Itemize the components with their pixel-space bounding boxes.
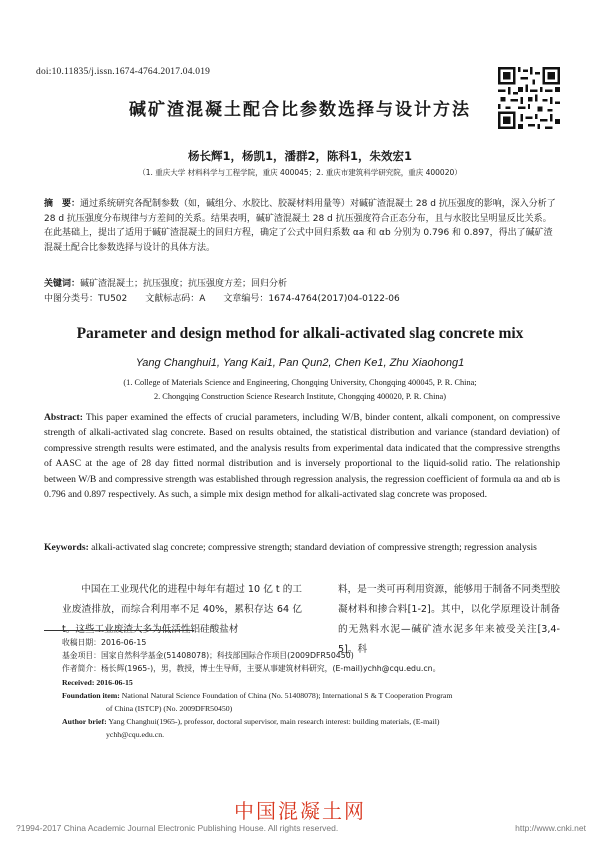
abstract-cn-text: 通过系统研究各配制参数（如，碱组分、水胶比、胶凝材料用量等）对碱矿渣混凝土 28 d 抗压强度的影响，深入分析了 28 d 抗压强度分布规律与方差间的关系。结果表明，碱矿渣混凝土 28 d 抗压强度符合正态分布，且与水胶比呈明显反比关系。在此基础上，提出了适用于碱矿渣混凝土的回归方程，确定了公式中回归系数 αa 和 αb 分别为 0.796 和 0.897，得出了碱矿渣混凝土配合比参数选择与设计的具体方法。 <box>44 199 556 253</box>
authors-cn: 杨长辉1，杨凯1，潘群2，陈科1，朱效宏1 <box>187 149 412 163</box>
author-brief-cn: 作者简介：杨长辉(1965-)，男，教授，博士生导师，主要从事建筑材料研究，(E-mail)ychh@cqu.edu.cn。 <box>62 664 441 674</box>
fund-en-text: National Natural Science Foundation of China (No. 51408078); International S & T Cooperation Program <box>121 690 453 700</box>
author-brief-en <box>62 715 562 728</box>
author-brief-en-text: Yang Changhui(1965-), professor, doctoral supervisor, main research interest: building materials, (E-mail) <box>108 717 440 727</box>
abstract-en <box>44 410 560 502</box>
fund-en-label: Foundation item: <box>62 690 120 700</box>
keywords-cn <box>44 277 560 292</box>
keywords-en <box>44 540 560 555</box>
abstract-cn <box>44 197 560 255</box>
watermark: 中国混凝土网 <box>234 799 366 823</box>
author-brief-en-cont: ychh@cqu.edu.cn. <box>106 730 165 740</box>
abstract-cn-label: 摘 要： <box>44 199 81 209</box>
copyright-text: ?1994-2017 China Academic Journal Electronic Publishing House. All rights reserved. <box>16 823 339 833</box>
fund-cn: 基金项目：国家自然科学基金(51408078)；科技部国际合作项目(2009DFR50450) <box>62 651 354 661</box>
cnki-link[interactable]: http://www.cnki.net <box>515 823 586 833</box>
paper-title-cn: 碱矿渣混凝土配合比参数选择与设计方法 <box>129 100 471 120</box>
keywords-cn-label: 关键词： <box>44 279 81 289</box>
fund-en <box>62 689 562 702</box>
abstract-en-text: This paper examined the effects of crucial parameters, including W/B, binder content, alkali component, on compressive strength of alkali-activated slag concrete. Based on results obtained, the statistical distribution and variance (standard deviation) of compressive strength results were estimated, and the analysis results from experimental data indicated that the compressive strengths of AASC at the age of 28 day fitted normal distribution and is inversely proportional to the liquid-solid ratio. The relationship between W/B and compressive strength was established through regression analysis, the regression coefficient of formula αa and αb is 0.796 and 0.897 respectively. As such, a simple mix design method for alkali-activated slag concrete was proposed. <box>44 412 561 501</box>
footnote-divider <box>44 630 194 631</box>
received-en: Received: 2016-06-15 <box>62 677 133 687</box>
received-cn: 收稿日期：2016-06-15 <box>62 638 147 647</box>
keywords-en-label: Keywords: <box>44 542 89 553</box>
keywords-en-text: alkali-activated slag concrete; compressive strength; standard deviation of compressive strength; regression analysis <box>91 542 537 553</box>
affiliation-en-2: 2. Chongqing Construction Science Research Institute, Chongqing 400020, P. R. China) <box>154 392 446 401</box>
body-column-left: 中国在工业现代化的进程中每年有超过 10 亿 t 的工业废渣排放，而综合利用率不足 40%，累积存达 64 亿 t。这些工业废渣大多为低活性铝硅酸盐材 <box>62 584 302 635</box>
classification-cn: 中图分类号：TU502 文献标志码：A 文章编号：1674-4764(2017)04-0122-06 <box>44 294 400 304</box>
doi-line: doi:10.11835/j.issn.1674-4764.2017.04.019 <box>36 67 211 77</box>
keywords-cn-text: 碱矿渣混凝土；抗压强度；抗压强度方差；回归分析 <box>80 279 288 289</box>
abstract-en-label: Abstract: <box>44 412 83 423</box>
author-brief-en-label: Author brief: <box>62 717 107 727</box>
authors-en: Yang Changhui1, Yang Kai1, Pan Qun2, Chen Ke1, Zhu Xiaohong1 <box>135 357 465 369</box>
fund-en-cont: of China (ISTCP) (No. 2009DFR50450) <box>106 704 233 714</box>
body-column-right: 料，是一类可再利用资源，能够用于制备不同类型胶凝材料和掺合料[1-2]。其中，以化学原理设计制备的无熟料水泥—碱矿渣水泥多年来被受关注[3,4-5]。科 <box>338 584 560 655</box>
affiliation-cn: （1. 重庆大学 材料科学与工程学院，重庆 400045；2. 重庆市建筑科学研究院，重庆 400020） <box>138 168 462 177</box>
paper-title-en: Parameter and design method for alkali-activated slag concrete mix <box>76 325 524 342</box>
footnotes <box>62 636 562 742</box>
copyright-line <box>16 823 586 833</box>
affiliation-en-1: (1. College of Materials Science and Engineering, Chongqing University, Chongqing 400045, P. R. China; <box>123 378 477 387</box>
